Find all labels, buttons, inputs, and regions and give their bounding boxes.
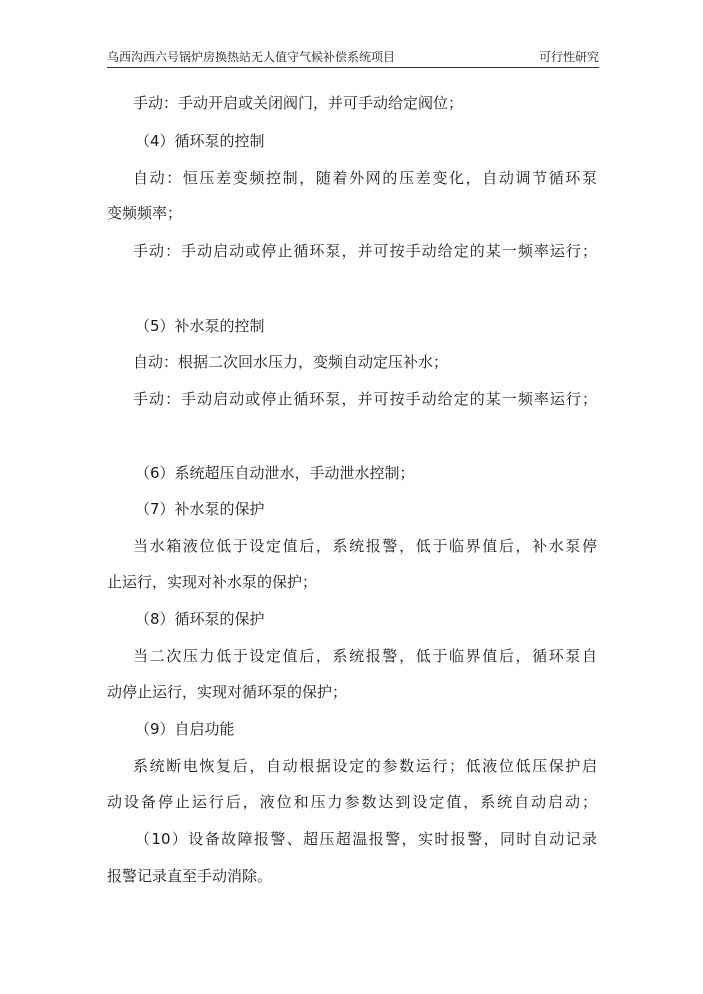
manual-valve-line: 手动：手动开启或关闭阀门，并可手动给定阀位； [133,94,464,112]
alarm-record-cont: 报警记录直至手动消除。 [107,867,273,885]
auto-start-cont: 动设备停止运行后，液位和压力参数达到设定值，系统自动启动； [107,793,597,811]
makeup-protect-cont: 止运行，实现对补水泵的保护； [107,573,318,591]
auto-makeup-pump-line: 自动：根据二次回水压力，变频自动定压补水； [133,353,449,371]
makeup-protect-line: 当水箱液位低于设定值后，系统报警，低于临界值后，补水泵停 [133,537,597,555]
section-heading-10: （10）设备故障报警、超压超温报警，实时报警，同时自动记录 [135,830,597,848]
section-heading-8: （8）循环泵的保护 [135,610,265,628]
section-heading-6: （6）系统超压自动泄水，手动泄水控制； [135,464,415,482]
auto-circ-pump-line: 自动：恒压差变频控制，随着外网的压差变化，自动调节循环泵 [133,169,597,187]
manual-circ-pump-line: 手动：手动启动或停止循环泵，并可按手动给定的某一频率运行； [133,242,597,260]
section-heading-7: （7）补水泵的保护 [135,500,265,518]
circ-protect-cont: 动停止运行，实现对循环泵的保护； [107,683,348,701]
section-heading-9: （9）自启功能 [135,720,235,738]
manual-makeup-pump-line: 手动：手动启动或停止循环泵，并可按手动给定的某一频率运行； [133,390,597,408]
auto-circ-pump-cont: 变频频率； [107,204,183,222]
page-header [107,49,599,68]
circ-protect-line: 当二次压力低于设定值后，系统报警，低于临界值后，循环泵自 [133,647,597,665]
auto-start-line: 系统断电恢复后，自动根据设定的参数运行；低液位低压保护启 [133,757,597,775]
header-project-title: 乌西沟西六号锅炉房换热站无人值守气候补偿系统项目 [107,50,396,64]
header-doc-type: 可行性研究 [538,50,599,64]
section-heading-5: （5）补水泵的控制 [135,317,265,335]
section-heading-4: （4）循环泵的控制 [135,132,265,150]
